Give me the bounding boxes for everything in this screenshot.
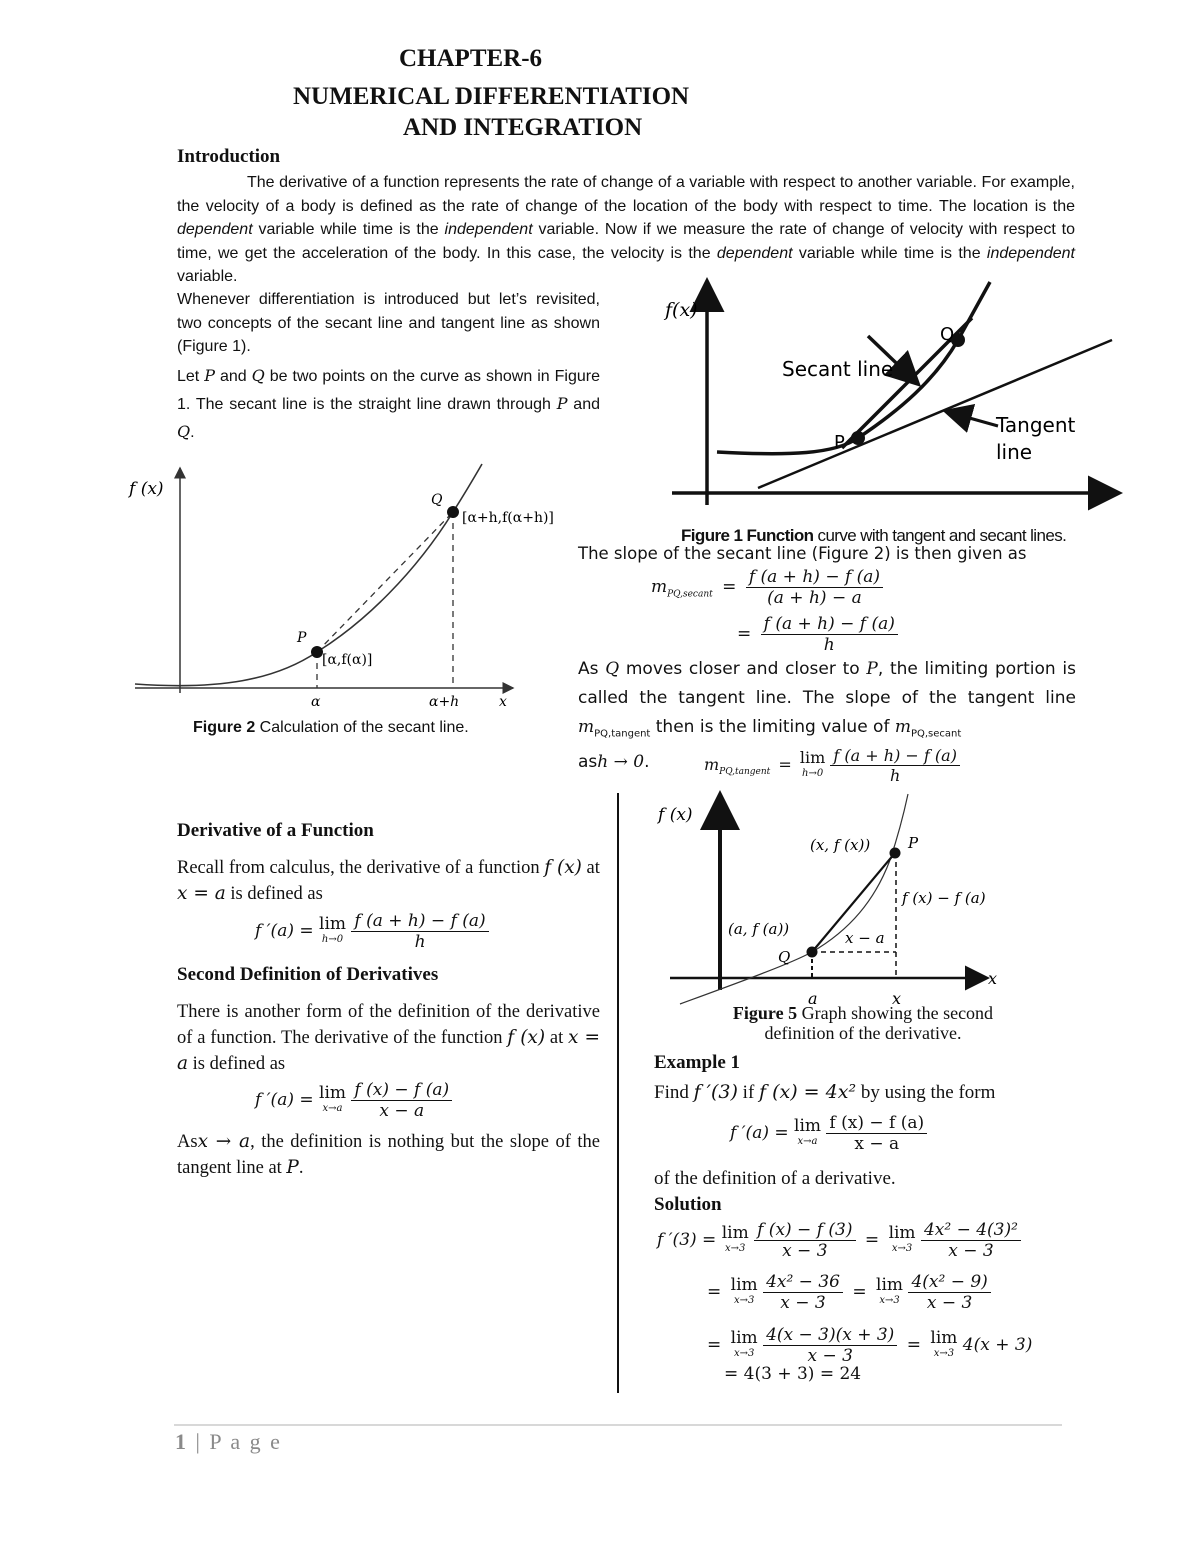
secant-slope-eq-1 <box>651 567 883 608</box>
p3-end: . <box>190 424 195 441</box>
fig2-point-q <box>447 506 459 518</box>
sol-num-4: 4(x² − 9) <box>908 1272 990 1293</box>
figure-5-caption <box>698 1003 1028 1043</box>
fig2-tick-a: α <box>311 694 321 710</box>
second-end: . <box>298 1158 304 1178</box>
column-divider <box>617 793 619 1393</box>
fig1-q-label: Q <box>940 324 955 345</box>
intro-independent-1: independent <box>444 221 533 238</box>
figure-1 <box>640 270 1130 520</box>
fig5-tick-x: x <box>892 989 902 1008</box>
page-number: 1 <box>175 1429 188 1454</box>
second-den: x − a <box>379 1101 425 1121</box>
p3-p2: P <box>556 394 568 413</box>
second-lim-sub: x→a <box>322 1102 343 1114</box>
sol-lim-1-word: lim <box>721 1222 749 1243</box>
footer-rule <box>174 1424 1062 1426</box>
example-lim <box>794 1115 822 1150</box>
sol-frac-5 <box>763 1325 897 1366</box>
tan-text-b: moves closer and closer to <box>619 659 867 679</box>
fig1-y-label: f(x) <box>665 299 698 321</box>
deriv-text-b: is defined as <box>225 884 323 904</box>
p3-p: P <box>204 366 215 385</box>
fig5-point-p <box>890 848 901 859</box>
intro-text-2: variable while time is the <box>252 221 445 238</box>
solution-line-3 <box>707 1325 1032 1366</box>
figure-2 <box>125 458 554 720</box>
fig2-q-coord: [α+h,f(α+h)] <box>462 510 554 526</box>
fig1-tangent-label-2: line <box>996 440 1033 464</box>
deriv-num: f (a + h) − f (a) <box>351 911 488 932</box>
sol-lim-3-sub: x→3 <box>733 1294 755 1306</box>
tan-lim-m: m <box>704 755 720 774</box>
fig2-p-label: P <box>297 630 307 646</box>
page-footer <box>175 1429 282 1455</box>
tan-m2-sub: PQ,secant <box>910 728 962 740</box>
as-text: as <box>578 752 598 772</box>
second-definition-paragraph <box>177 999 600 1077</box>
sol-lim-2-word: lim <box>888 1222 916 1243</box>
sol-lim-5-word: lim <box>730 1327 758 1348</box>
example-lim-word: lim <box>794 1115 822 1136</box>
second-at: at <box>545 1028 568 1048</box>
tan-text-c: , the limiting portion is called the tangent line. The slope of the tangent line <box>578 659 1076 708</box>
secant-slope-eq-2 <box>737 614 898 655</box>
second-fx: f (x) <box>507 1027 546 1048</box>
sol-num-2: 4x² − 4(3)² <box>921 1220 1021 1241</box>
sol-lim-2 <box>888 1222 916 1257</box>
intro-text-1: The derivative of a function represents the rate of change of a variable with respect to another variable. For example, the velocity of a body is defined as the rate of change of the location of the body with respect to time. The location is the <box>177 174 1075 215</box>
second-definition-tail <box>177 1129 600 1181</box>
tan-q: Q <box>605 659 620 679</box>
deriv-text-a: Recall from calculus, the derivative of a function <box>177 858 545 878</box>
sol-eq-1: = <box>864 1230 880 1250</box>
eq-sign-1: = <box>722 577 737 597</box>
tangent-limit-eq <box>704 746 960 785</box>
page-sep: | <box>188 1429 210 1454</box>
solution-final: = 4(3 + 3) = 24 <box>724 1364 862 1384</box>
deriv-den: h <box>414 932 426 952</box>
m-secant-sub: PQ,secant <box>667 589 713 600</box>
fig1-secant-label: Secant line <box>782 357 894 381</box>
chapter-number: CHAPTER-6 <box>399 45 543 72</box>
sol-lim-4 <box>876 1274 904 1309</box>
second-text-b: is defined as <box>188 1054 286 1074</box>
deriv-lim <box>319 913 347 948</box>
example-find-b: by using the form <box>856 1082 996 1103</box>
sol-den-5: x − 3 <box>807 1346 853 1366</box>
intro-independent-2: independent <box>986 244 1075 262</box>
example-fx-def: f (x) = 4x² <box>759 1081 857 1103</box>
fig1-point-p <box>851 431 865 445</box>
second-text-b2: , the definition is nothing but the slope of the tangent line at <box>177 1132 600 1178</box>
sol-den-1: x − 3 <box>782 1241 828 1261</box>
fig2-tick-ah: α+h <box>429 694 460 710</box>
secant-frac-1 <box>746 567 883 608</box>
chapter-title-line1: NUMERICAL DIFFERENTIATION <box>293 83 690 110</box>
fig5-caption-bold: Figure 5 <box>732 1003 798 1023</box>
sol-den-4: x − 3 <box>926 1293 973 1313</box>
intro-paragraph-3 <box>177 362 600 446</box>
deriv-x-eq-a: x = a <box>177 883 226 904</box>
tan-lim-sub: h→0 <box>802 767 824 779</box>
p3-and2: and <box>567 396 600 413</box>
sol-frac-3 <box>763 1272 843 1313</box>
page-label: P a g e <box>209 1429 282 1454</box>
tan-lim <box>799 747 826 782</box>
example-frac <box>826 1113 927 1154</box>
example-lhs: f ′(a) = <box>730 1123 789 1143</box>
sol-den-3: x − 3 <box>780 1293 826 1313</box>
sol-num-3: 4x² − 36 <box>763 1272 843 1293</box>
example-f3: f ′(3) <box>693 1081 738 1103</box>
p3-text-a: Let <box>177 368 205 385</box>
solution-heading: Solution <box>654 1194 722 1215</box>
intro-paragraph-2: Whenever differentiation is introduced but let’s revisited, two concepts of the secant line and tangent line as shown (Figure 1). <box>177 291 600 355</box>
secant-den-1: (a + h) − a <box>767 588 862 608</box>
p3-q2: Q <box>177 422 191 441</box>
second-text-a: There is another form of the definition of the derivative of a function. The derivative of the function <box>177 1002 600 1048</box>
tan-m-sub: PQ,tangent <box>594 728 651 740</box>
derivative-heading: Derivative of a Function <box>177 820 374 841</box>
tan-lim-num: f (a + h) − f (a) <box>830 746 960 766</box>
sol-frac-2 <box>921 1220 1021 1261</box>
example-lim-sub: x→a <box>797 1135 818 1147</box>
figure-5 <box>650 790 1020 1008</box>
deriv-fx: f (x) <box>544 857 582 878</box>
tan-lim-eq: = <box>778 755 792 774</box>
sol-num-1: f (x) − f (3) <box>754 1220 855 1241</box>
intro-text-3: variable. Now if we measure the rate of change of velocity with respect to time, we get the acceleration of the body. In this case, the velocity is the <box>177 221 1076 262</box>
fig5-curve <box>680 794 908 1004</box>
fig1-caption-bold: Figure 1 Function <box>681 526 814 545</box>
tan-lim-frac <box>830 746 960 785</box>
fig5-x-label: x <box>988 969 998 988</box>
fig5-y-label: f (x) <box>658 805 693 825</box>
secant-num-1: f (a + h) − f (a) <box>746 567 883 588</box>
deriv-lim-sub: h→0 <box>321 933 344 945</box>
fig2-y-label: f (x) <box>129 479 164 499</box>
as-h-to-0 <box>578 752 650 772</box>
sol-lim-1-sub: x→3 <box>725 1242 746 1254</box>
intro-text-4: variable while time is the <box>792 244 987 262</box>
introduction-heading: Introduction <box>177 146 281 167</box>
sol-lim-4-word: lim <box>876 1274 904 1295</box>
second-x-to-a: x → a <box>197 1131 251 1152</box>
second-as: As <box>177 1132 198 1152</box>
as-end: . <box>644 752 650 772</box>
tan-lim-den: h <box>890 766 901 785</box>
sol-num-5: 4(x − 3)(x + 3) <box>763 1325 897 1346</box>
deriv-lim-word: lim <box>319 913 347 934</box>
sol-frac-1 <box>754 1220 855 1261</box>
sol-lim-6-word: lim <box>930 1327 958 1348</box>
intro-dependent-1: dependent <box>177 221 253 238</box>
sol-term-6: 4(x + 3) <box>962 1335 1033 1355</box>
fig1-tangent-label-1: Tangent <box>996 413 1076 437</box>
tan-text-d: then is the limiting value of <box>650 717 895 737</box>
fig5-tick-a: a <box>808 989 818 1008</box>
sol-den-2: x − 3 <box>948 1241 994 1261</box>
fig2-q-label: Q <box>431 492 443 508</box>
sol-lim-2-sub: x→3 <box>891 1242 913 1254</box>
sol-lhs: f ′(3) = <box>657 1230 717 1250</box>
sol-lim-4-sub: x→3 <box>879 1294 900 1306</box>
secant-num-2: f (a + h) − f (a) <box>761 614 898 635</box>
sol-lim-1 <box>721 1222 749 1257</box>
sol-lim-5 <box>730 1327 758 1362</box>
fig5-p-label: P <box>908 834 919 852</box>
intro-text-5: variable. <box>177 268 238 285</box>
second-lim-word: lim <box>319 1082 347 1103</box>
derivative-paragraph <box>177 855 600 907</box>
example-find-a: Find <box>654 1082 694 1103</box>
fig5-fdiff-label: f (x) − f (a) <box>902 889 986 907</box>
tan-text-a: As <box>578 659 606 679</box>
chapter-title-line2: AND INTEGRATION <box>403 114 643 141</box>
example-tail: of the definition of a derivative. <box>654 1168 896 1189</box>
eq-sign-2: = <box>737 624 752 644</box>
example-form-eq <box>730 1113 927 1154</box>
example-den: x − a <box>854 1134 900 1154</box>
fig5-caption-rest2: definition of the derivative. <box>764 1023 962 1043</box>
m-secant: m <box>651 577 668 597</box>
fig2-caption-rest: Calculation of the secant line. <box>255 719 469 736</box>
second-x-eq-a: x = a <box>177 1027 600 1074</box>
example-num: f (x) − f (a) <box>826 1113 927 1134</box>
tan-m2: m <box>894 717 911 737</box>
tan-m: m <box>578 717 595 737</box>
fig5-q-label: Q <box>778 948 791 966</box>
second-definition-heading: Second Definition of Derivatives <box>177 964 439 985</box>
deriv-at: at <box>581 858 600 878</box>
secant-den-2: h <box>823 635 835 655</box>
deriv-lhs: f ′(a) = <box>255 921 314 941</box>
fig5-afa-label: (a, f (a)) <box>728 920 790 938</box>
fig1-p-label: P <box>834 432 845 453</box>
p3-text-b: be two points on the curve as shown in Figure 1. The secant line is the straight line drawn through <box>177 368 601 413</box>
example-if: if <box>737 1082 760 1103</box>
intro-dependent-2: dependent <box>716 244 793 262</box>
slope-intro: The slope of the secant line (Figure 2) is then given as <box>578 544 1027 563</box>
tan-lim-word: lim <box>799 747 826 767</box>
second-def-eq <box>255 1080 452 1121</box>
solution-line-1 <box>657 1220 1021 1261</box>
sol-lim-5-sub: x→3 <box>733 1347 755 1359</box>
figure-2-caption <box>193 719 469 737</box>
example-heading: Example 1 <box>654 1052 741 1073</box>
sol-frac-4 <box>908 1272 990 1313</box>
p3-q: Q <box>251 366 265 385</box>
derivative-def-eq <box>255 911 489 952</box>
tangent-paragraph <box>578 655 1076 748</box>
sol-lim-3-word: lim <box>730 1274 758 1295</box>
fig2-curve <box>135 464 482 686</box>
sol-lim-6 <box>930 1327 958 1362</box>
second-lhs: f ′(a) = <box>255 1090 314 1110</box>
second-num: f (x) − f (a) <box>351 1080 452 1101</box>
sol-lim-6-sub: x→3 <box>933 1347 955 1359</box>
figure-1-caption <box>681 526 1066 546</box>
sol-eq-5: = <box>906 1335 921 1355</box>
fig5-caption-rest1: Graph showing the second <box>797 1003 994 1023</box>
second-p: P <box>286 1157 299 1178</box>
solution-line-2 <box>707 1272 991 1313</box>
tan-lim-m-sub: PQ,tangent <box>719 767 771 778</box>
fig1-caption-rest: curve with tangent and secant lines. <box>813 526 1067 545</box>
fig5-xdiff-label: x − a <box>845 929 885 947</box>
second-frac <box>351 1080 452 1121</box>
fig2-p-coord: [α,f(α)] <box>322 652 373 668</box>
fig1-tangent-pointer <box>948 412 998 426</box>
fig5-point-q <box>807 947 818 958</box>
fig2-x-label: x <box>499 694 507 710</box>
fig5-xfx-label: (x, f (x)) <box>810 836 871 854</box>
sol-eq-3: = <box>852 1282 867 1302</box>
fig2-caption-bold: Figure 2 <box>193 719 256 736</box>
secant-frac-2 <box>761 614 898 655</box>
p3-and: and <box>214 368 252 385</box>
tan-p: P <box>866 659 878 679</box>
sol-eq-2: = <box>707 1282 722 1302</box>
second-lim <box>319 1082 347 1117</box>
h-to-0: h → 0 <box>597 752 645 772</box>
example-find <box>654 1081 995 1104</box>
deriv-frac <box>351 911 488 952</box>
sol-eq-4: = <box>707 1335 722 1355</box>
fig2-secant-dashed <box>317 512 453 652</box>
sol-lim-3 <box>730 1274 758 1309</box>
